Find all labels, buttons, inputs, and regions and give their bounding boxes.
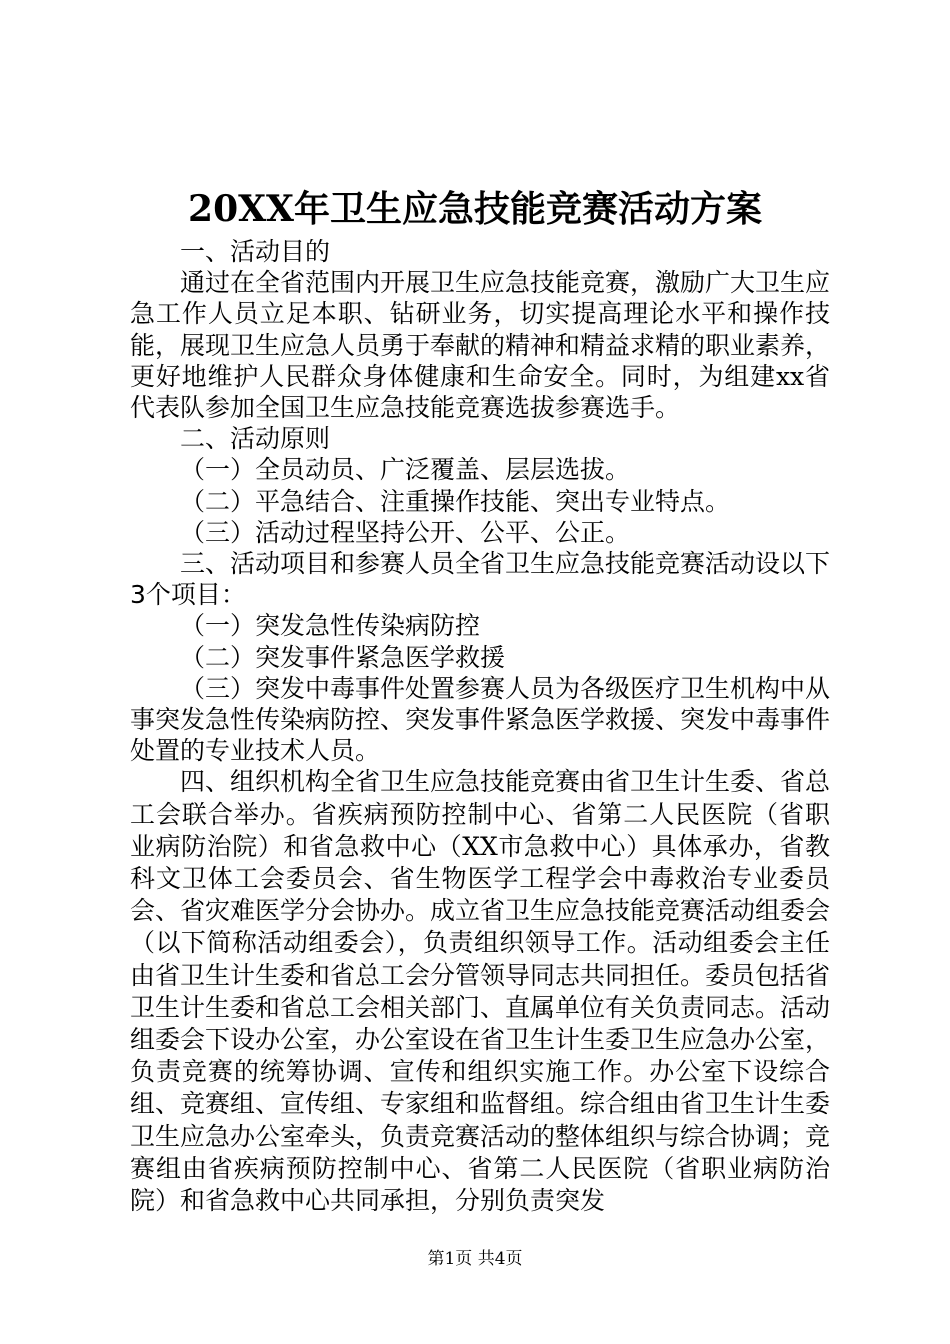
project-item-1: （一）突发急性传染病防控	[180, 611, 481, 641]
section-heading-organization: 四、组织机构全省卫生应急技能竞赛由省卫生计生委、省总工会联合举办。	[130, 767, 831, 829]
paragraph-organization	[130, 766, 830, 1217]
paragraph-purpose: 通过在全省范围内开展卫生应急技能竞赛，激励广大卫生应急工作人员立足本职、钻研业务，切实提高理论水平和操作技能，展现卫生应急人员勇于奉献的精神和精益求精的职业素养，更好地维护人民群众身体健康和生命安全。同时，为组建xx省代表队参加全国卫生应急技能竞赛选拔参赛选手。	[130, 268, 831, 423]
project-item-2: （二）突发事件紧急医学救援	[180, 642, 506, 672]
principle-item-3: （三）活动过程坚持公开、公平、公正。	[180, 517, 631, 547]
section-heading-purpose: 一、活动目的	[180, 237, 331, 266]
page-footer: 第1页 共4页	[427, 1249, 523, 1269]
project-item-3: （三）突发中毒事件处置参赛人员为各级医疗卫生机构中从事突发急性传染病防控、突发事件紧急医学救援、突发中毒事件处置的专业技术人员。	[130, 673, 831, 766]
document-body	[130, 236, 830, 1217]
principle-item-2: （二）平急结合、注重操作技能、突出专业特点。	[180, 486, 731, 516]
organization-details: 省疾病预防控制中心、省第二人民医院（省职业病防治院）和省急救中心（XX市急救中心）具体承办，省教科文卫体工会委员会、省生物医学工程学会中毒救治专业委员会、省灾难医学分会协办。成立省卫生应急技能竞赛活动组委会（以下简称活动组委会），负责组织领导工作。活动组委会主任由省卫生计生委和省总工会分管领导同志共同担任。委员包括省卫生计生委和省总工会相关部门、直属单位有关负责同志。活动组委会下设办公室，办公室设在省卫生计生委卫生应急办公室，负责竞赛的统筹协调、宣传和组织实施工作。办公室下设综合组、竞赛组、宣传组、专家组和监督组。综合组由省卫生计生委卫生应急办公室牵头，负责竞赛活动的整体组织与综合协调；竞赛组由省疾病预防控制中心、省第二人民医院（省职业病防治院）和省急救中心共同承担，分别负责突发	[130, 799, 831, 1216]
section-heading-principles: 二、活动原则	[180, 424, 331, 454]
section-heading-projects: 三、活动项目和参赛人员全省卫生应急技能竞赛活动设以下3个项目：	[130, 549, 831, 610]
principle-item-1: （一）全员动员、广泛覆盖、层层选拔。	[180, 455, 631, 485]
document-title: 20XX年卫生应急技能竞赛活动方案	[188, 188, 762, 230]
